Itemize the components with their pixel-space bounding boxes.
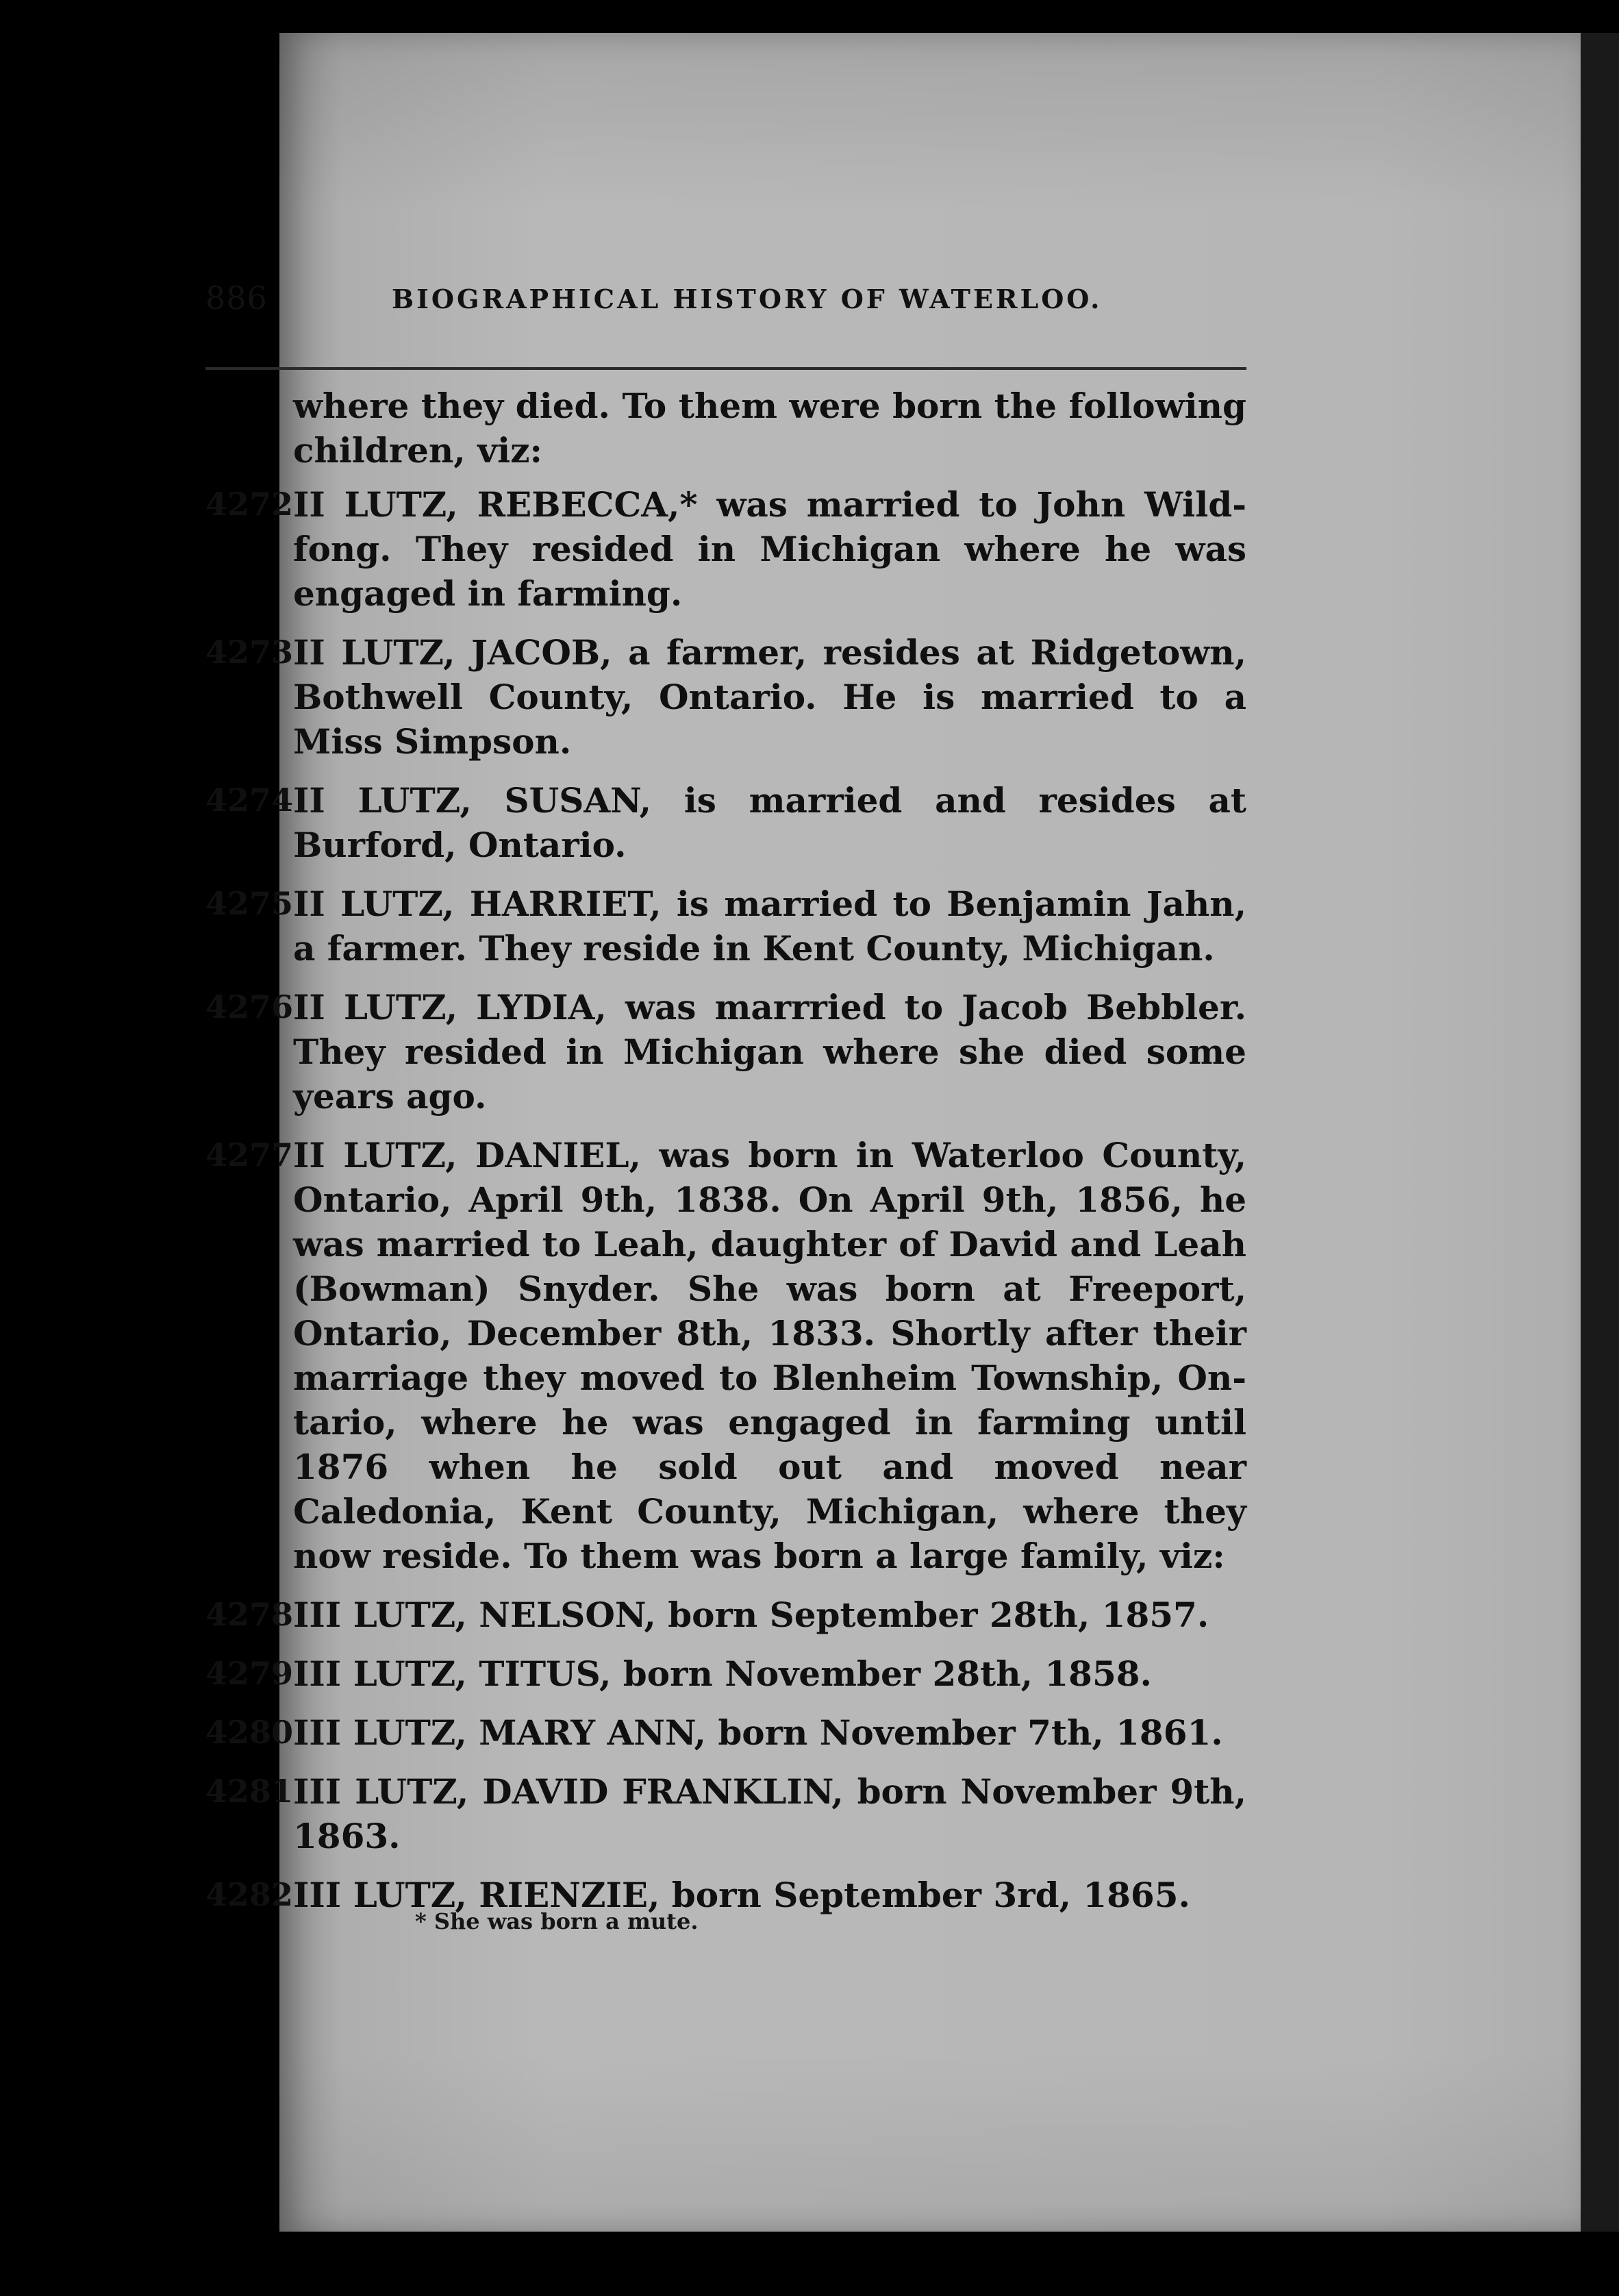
entry-4274 [205,778,1246,867]
entry-text: II LUTZ, DANIEL, was born in Waterloo County, Ontario, April 9th, 1838. On April 9th, 1856, he was married to Leah, daughter of David and Leah (Bowman) Snyder. She was born at Freeport, Ontario, December 8th, 1833. Shortly after their marriage they moved to Blenheim Township, On-tario, where he was engaged in farming until 1876 when he sold out and moved near Caledonia, Kent County, Michigan, where they now reside. To them was born a large family, viz: [293,1135,1246,1576]
entry-4280 [205,1710,1246,1755]
entry-text: II LUTZ, REBECCA,* was married to John Wild-fong. They resided in Michigan where he was engaged in farming. [293,484,1246,614]
entry-number: 4278 [205,1596,294,1633]
entry-number: 4281 [205,1773,294,1810]
entry-text: III LUTZ, MARY ANN, born November 7th, 1861. [293,1712,1223,1753]
continued-text: where they died. To them were born the following children, viz: [293,386,1246,471]
page-body [205,384,1246,1932]
entry-number: 4273 [205,634,294,671]
header-rule [205,367,1246,370]
entry-number: 4282 [205,1876,294,1913]
entry-number: 4279 [205,1655,294,1692]
entry-number: 4277 [205,1136,294,1173]
page-header [205,279,1246,327]
entry-4273 [205,630,1246,764]
adjacent-page-edge [1581,33,1619,2232]
entry-text: II LUTZ, SUSAN, is married and resides at Burford, Ontario. [293,780,1246,865]
entry-number: 4274 [205,782,294,819]
entry-4277 [205,1133,1246,1578]
entry-4278 [205,1593,1246,1637]
running-head: BIOGRAPHICAL HISTORY OF WATERLOO. [392,284,1103,314]
entry-number: 4272 [205,486,294,523]
entry-4281 [205,1769,1246,1858]
entry-number: 4280 [205,1714,294,1751]
entry-number: 4275 [205,885,294,922]
entry-text: III LUTZ, RIENZIE, born September 3rd, 1865. [293,1875,1190,1915]
entry-text: II LUTZ, HARRIET, is married to Benjamin Jahn, a farmer. They reside in Kent County, Michigan. [293,884,1246,969]
entry-text: III LUTZ, DAVID FRANKLIN, born November 9th, 1863. [293,1771,1246,1856]
entry-4282 [205,1873,1246,1917]
entry-4272 [205,482,1246,616]
footnote: * She was born a mute. [415,1908,699,1934]
entry-text: III LUTZ, NELSON, born September 28th, 1857. [293,1595,1209,1635]
entry-4275 [205,882,1246,971]
entry-text: II LUTZ, LYDIA, was marrried to Jacob Bebbler. They resided in Michigan where she died some years ago. [293,987,1246,1116]
entry-text: III LUTZ, TITUS, born November 28th, 1858. [293,1654,1152,1694]
page-number: 886 [205,279,268,316]
entry-text: II LUTZ, JACOB, a farmer, resides at Ridgetown, Bothwell County, Ontario. He is married to a Miss Simpson. [293,632,1246,762]
entry-4279 [205,1651,1246,1696]
entry-4276 [205,985,1246,1119]
entry-number: 4276 [205,988,294,1025]
